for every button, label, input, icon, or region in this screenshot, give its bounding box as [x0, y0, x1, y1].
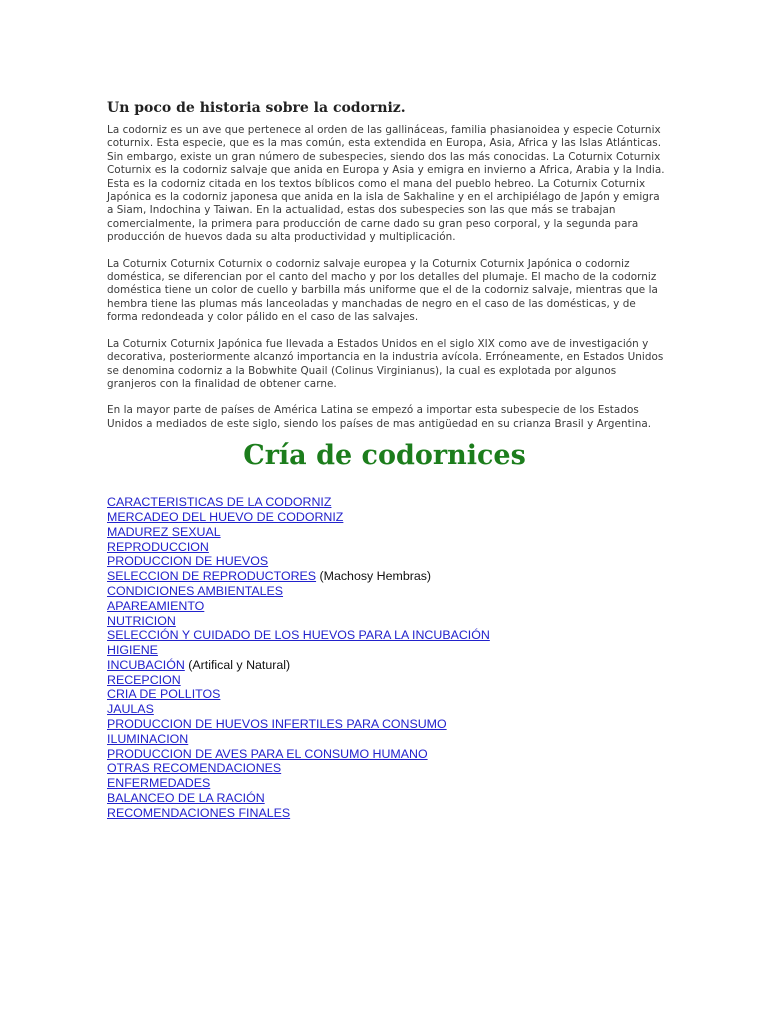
toc-item	[107, 776, 667, 791]
toc-item	[107, 554, 667, 569]
toc-item	[107, 791, 667, 806]
toc-link[interactable]: PRODUCCION DE HUEVOS	[107, 554, 269, 569]
toc-link[interactable]: ILUMINACION	[107, 731, 189, 746]
toc-item	[107, 525, 667, 540]
toc-note: (Artifical y Natural)	[184, 657, 291, 672]
toc-link[interactable]: ENFERMEDADES	[107, 776, 211, 791]
toc-link[interactable]: JAULAS	[107, 702, 154, 717]
toc-item	[107, 643, 667, 658]
toc-link[interactable]: OTRAS RECOMENDACIONES	[107, 761, 282, 776]
table-of-contents	[107, 495, 667, 821]
toc-link[interactable]: INCUBACIÓN	[107, 657, 185, 672]
toc-link[interactable]: CONDICIONES AMBIENTALES	[107, 583, 284, 598]
toc-item	[107, 540, 667, 555]
history-paragraph-4: En la mayor parte de países de América Latina se empezó a importar esta subespecie de los Estados Unidos a mediados de este siglo, siendo los países de mas antigüedad en su crianza Brasil y Argentina.	[107, 404, 652, 430]
history-paragraph-3: La Coturnix Coturnix Japónica fue llevada a Estados Unidos en el siglo XIX como ave de investigación y decorativa, posteriormente alcanzó importancia en la industria avícola. Erróneamente, en Estados Unidos se denomina codorniz a la Bobwhite Quail (Colinus Virginianus), la cual es explotada por algunos granjeros con la finalidad de obtener carne.	[107, 337, 664, 390]
toc-link[interactable]: SELECCIÓN Y CUIDADO DE LOS HUEVOS PARA LA INCUBACIÓN	[107, 628, 490, 643]
toc-link[interactable]: APAREAMIENTO	[107, 598, 205, 613]
toc-link[interactable]: REPRODUCCION	[107, 539, 209, 554]
toc-link[interactable]: MERCADEO DEL HUEVO DE CODORNIZ	[107, 509, 344, 524]
history-paragraph-2: La Coturnix Coturnix Coturnix o codorniz salvaje europea y la Coturnix Coturnix Japónica o codorniz doméstica, se diferencian por el canto del macho y por los detalles del plumaje. El macho de la codorniz doméstica tiene un color de cuello y barbilla más uniforme que el de la codorniz salvaje, mientras que la hembra tiene las plumas más lanceoladas y manchadas de negro en el caso de las domésticas, y de forma redondeada y color pálido en el caso de las salvajes.	[107, 257, 658, 324]
toc-item	[107, 628, 667, 643]
toc-item	[107, 687, 667, 702]
toc-item	[107, 584, 667, 599]
toc-item	[107, 717, 667, 732]
toc-item	[107, 569, 667, 584]
toc-item	[107, 732, 667, 747]
toc-link[interactable]: HIGIENE	[107, 643, 158, 658]
history-title: Un poco de historia sobre la codorniz.	[107, 100, 406, 116]
toc-link[interactable]: PRODUCCION DE AVES PARA EL CONSUMO HUMANO	[107, 746, 428, 761]
toc-item	[107, 702, 667, 717]
toc-link[interactable]: PRODUCCION DE HUEVOS INFERTILES PARA CONSUMO	[107, 717, 447, 732]
toc-link[interactable]: RECEPCION	[107, 672, 181, 687]
main-heading: Cría de codornices	[243, 440, 526, 472]
toc-item	[107, 747, 667, 762]
toc-link[interactable]: CRIA DE POLLITOS	[107, 687, 221, 702]
toc-item	[107, 495, 667, 510]
toc-item	[107, 673, 667, 688]
toc-item	[107, 614, 667, 629]
toc-note: (Machosy Hembras)	[316, 569, 432, 584]
history-paragraph-1: La codorniz es un ave que pertenece al orden de las gallináceas, familia phasianoidea y especie Coturnix coturnix. Esta especie, que es la mas común, esta extendida en Europa, Asia, Africa y las Islas Atlánticas. Sin embargo, existe un gran número de subespecies, siendo dos las más conocidas. La Coturnix Coturnix Coturnix es la codorniz salvaje que anida en Europa y Asia y emigra en invierno a Africa, Arabia y la India. Esta es la codorniz citada en los textos bíblicos como el mana del pueblo hebreo. La Coturnix Coturnix Japónica es la codorniz japonesa que anida en la isla de Sakhaline y en el archipiélago de Japón y emigra a Siam, Indochina y Taiwan. En la actualidad, estas dos subespecies son las que más se trabajan comercialmente, la primera para producción de carne dado su gran peso corporal, y la segunda para producción de huevos dada su alta productividad y multiplicación.	[107, 124, 665, 244]
toc-item	[107, 510, 667, 525]
toc-link[interactable]: CARACTERISTICAS DE LA CODORNIZ	[107, 495, 332, 510]
toc-link[interactable]: RECOMENDACIONES FINALES	[107, 805, 291, 820]
toc-item	[107, 599, 667, 614]
toc-link[interactable]: NUTRICION	[107, 613, 176, 628]
toc-item	[107, 806, 667, 821]
toc-link[interactable]: MADUREZ SEXUAL	[107, 524, 221, 539]
toc-link[interactable]: SELECCION DE REPRODUCTORES	[107, 569, 317, 584]
document-page	[107, 99, 667, 821]
toc-link[interactable]: BALANCEO DE LA RACIÓN	[107, 791, 265, 806]
toc-item	[107, 658, 667, 673]
toc-item	[107, 761, 667, 776]
